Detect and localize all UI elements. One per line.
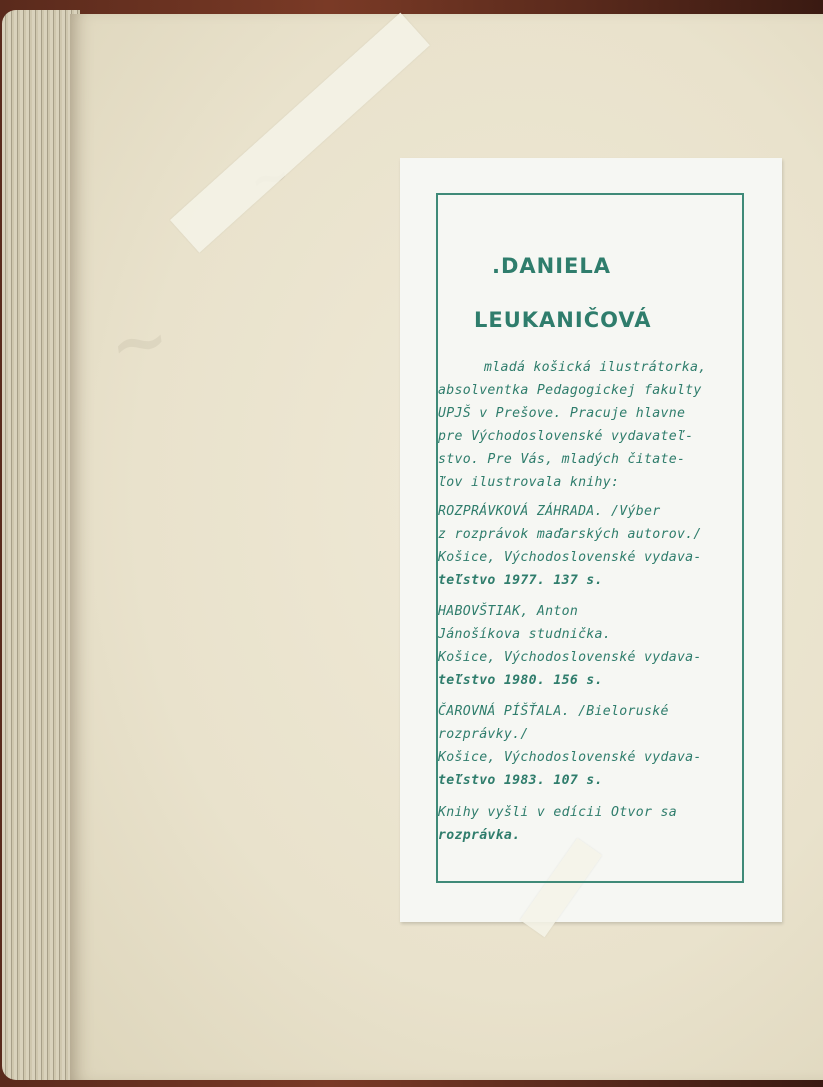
book-entry-line: Košice, Východoslovenské vydava- <box>438 650 702 665</box>
book-entry-line: ROZPRÁVKOVÁ ZÁHRADA. /Výber <box>438 504 661 519</box>
book-entry-line: z rozprávok maďarských autorov./ <box>438 527 702 542</box>
bio-line: stvo. Pre Vás, mladých čitate- <box>438 452 686 467</box>
edition-note-line: Knihy vyšli v edícii Otvor sa <box>438 805 677 820</box>
book-entry-line: ČAROVNÁ PÍŠŤALA. /Bieloruské <box>438 704 669 719</box>
book-entry-line: Košice, Východoslovenské vydava- <box>438 550 702 565</box>
bio-line: pre Východoslovenské vydavateľ- <box>438 429 694 444</box>
book-entry-line: Jánošíkova studnička. <box>438 627 612 642</box>
bio-line: ľov ilustrovala knihy: <box>438 475 620 490</box>
book-entry-line: teľstvo 1980. 156 s. <box>438 673 603 688</box>
book-entry-line: Košice, Východoslovenské vydava- <box>438 750 702 765</box>
edition-note-line: rozprávka. <box>438 828 521 843</box>
book-entry-line: HABOVŠTIAK, Anton <box>438 604 579 619</box>
book-entry-line: teľstvo 1983. 107 s. <box>438 773 603 788</box>
illustrator-last-name: LEUKANIČOVÁ <box>474 308 652 332</box>
bio-line: UPJŠ v Prešove. Pracuje hlavne <box>438 406 686 421</box>
bio-line: absolventka Pedagogickej fakulty <box>438 383 702 398</box>
bio-line: mladá košická ilustrátorka, <box>484 360 707 375</box>
show-through-scribble: ~ <box>104 296 175 387</box>
page-stack <box>2 10 80 1080</box>
book-entry-line: teľstvo 1977. 137 s. <box>438 573 603 588</box>
illustrator-first-name: .DANIELA <box>492 254 612 278</box>
book-entry-line: rozprávky./ <box>438 727 529 742</box>
